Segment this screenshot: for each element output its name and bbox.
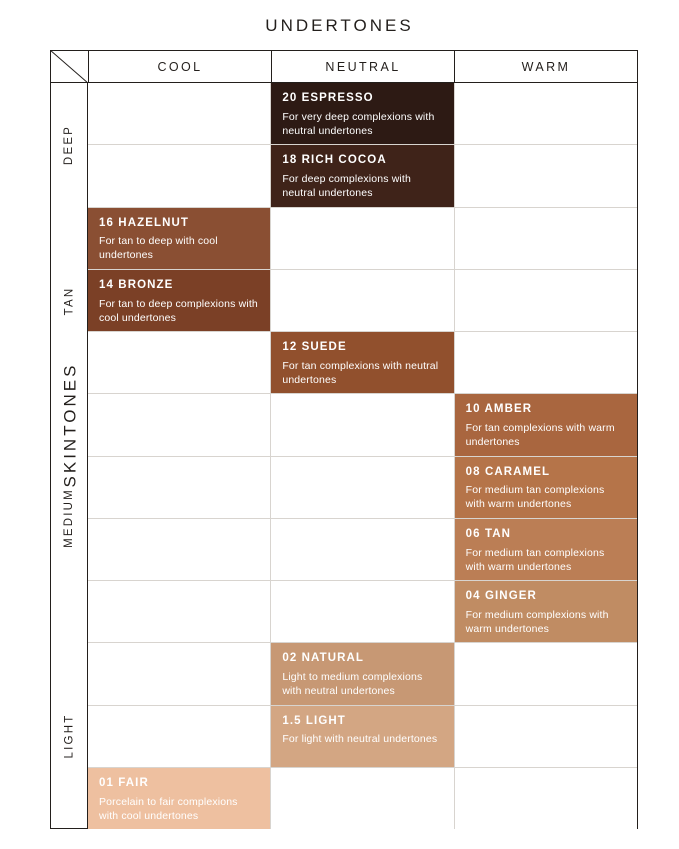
shade-description: For medium tan complexions with warm undertones [465,484,605,511]
grid-corner [51,51,88,82]
shade-name: 06 TAN [465,527,512,540]
row-group-label-light [51,643,87,830]
shade-description: For tan complexions with warm undertones [465,422,615,449]
shade-name: 16 HAZELNUT [99,216,190,229]
chart-grid [50,50,638,829]
shade-cell[interactable] [455,394,637,455]
empty-cell [455,270,637,331]
column-header-row [51,51,637,83]
chart-row [88,519,637,581]
shade-name: 12 SUEDE [282,341,347,353]
shade-name: 1.5 LIGHT [282,714,346,727]
empty-cell [455,706,637,767]
empty-cell [88,706,271,767]
shade-name: 18 RICH COCOA [282,154,387,167]
empty-cell [455,768,637,829]
chart-row [88,581,637,643]
chart-row [88,457,637,519]
empty-cell [455,332,637,393]
shade-cell[interactable] [271,643,454,704]
empty-cell [455,208,637,269]
empty-cell [88,332,271,393]
shade-description: For tan complexions with neutral undertones [282,359,439,386]
column-header-neutral: NEUTRAL [271,51,454,82]
shade-description: For deep complexions with neutral undertones [282,173,411,200]
empty-cell [455,145,637,206]
corner-diagonal-icon [51,51,87,82]
empty-cell [271,768,454,829]
chart-row [88,270,637,332]
shade-description: Light to medium complexions with neutral undertones [282,671,423,698]
shade-name: 02 NATURAL [282,652,365,665]
empty-cell [271,394,454,455]
row-group-label-tan [51,207,87,394]
shade-cell[interactable] [455,457,637,518]
shade-cell[interactable] [88,208,271,269]
shade-cell[interactable] [455,581,637,642]
shade-description: For tan to deep complexions with cool undertones [99,297,258,324]
empty-cell [88,145,271,206]
empty-cell [271,581,454,642]
shade-description: For medium tan complexions with warm undertones [465,546,605,573]
row-group-label-text: TAN [63,286,75,315]
empty-cell [88,457,271,518]
page-title: UNDERTONES [265,16,414,35]
empty-cell [455,643,637,704]
shade-cell[interactable] [88,768,271,829]
row-group-label-text: MEDIUM [63,488,75,549]
empty-cell [88,519,271,580]
chart-row [88,332,637,394]
shade-name: 04 GINGER [465,590,537,602]
row-group-label-medium [51,394,87,643]
shade-name: 01 FAIR [99,776,149,789]
chart-row [88,145,637,207]
chart-row [88,208,637,270]
shade-cell[interactable] [271,706,454,767]
shade-cell[interactable] [271,332,454,393]
shade-cell[interactable] [455,519,637,580]
shade-description: Porcelain to fair complexions with cool undertones [99,795,238,822]
shade-name: 08 CARAMEL [465,465,551,478]
shade-name: 20 ESPRESSO [282,92,374,104]
shade-cell[interactable] [88,270,271,331]
row-group-label-deep [51,83,87,207]
empty-cell [88,581,271,642]
empty-cell [455,83,637,144]
cell-grid [88,83,637,829]
row-group-label-text: LIGHT [63,713,75,759]
shade-description: For tan to deep with cool undertones [99,235,218,262]
shade-cell[interactable] [271,83,454,144]
column-header-cool: COOL [88,51,271,82]
chart-row [88,768,637,829]
row-group-label-text: DEEP [63,125,75,166]
shade-name: 14 BRONZE [99,278,174,291]
shade-description: For medium complexions with warm undertones [465,608,609,635]
empty-cell [271,208,454,269]
shade-name: 10 AMBER [465,403,533,416]
row-label-column [51,83,88,829]
chart-body [51,83,637,829]
empty-cell [88,83,271,144]
empty-cell [88,394,271,455]
empty-cell [88,643,271,704]
shade-cell[interactable] [271,145,454,206]
vertical-axis-label: SKINTONES [60,362,80,487]
empty-cell [271,457,454,518]
empty-cell [271,519,454,580]
column-header-warm: WARM [454,51,637,82]
shade-description: For very deep complexions with neutral undertones [282,110,435,137]
chart-row [88,706,637,768]
chart-row [88,643,637,705]
chart-row [88,394,637,456]
shade-description: For light with neutral undertones [282,733,438,746]
chart-row [88,83,637,145]
empty-cell [271,270,454,331]
